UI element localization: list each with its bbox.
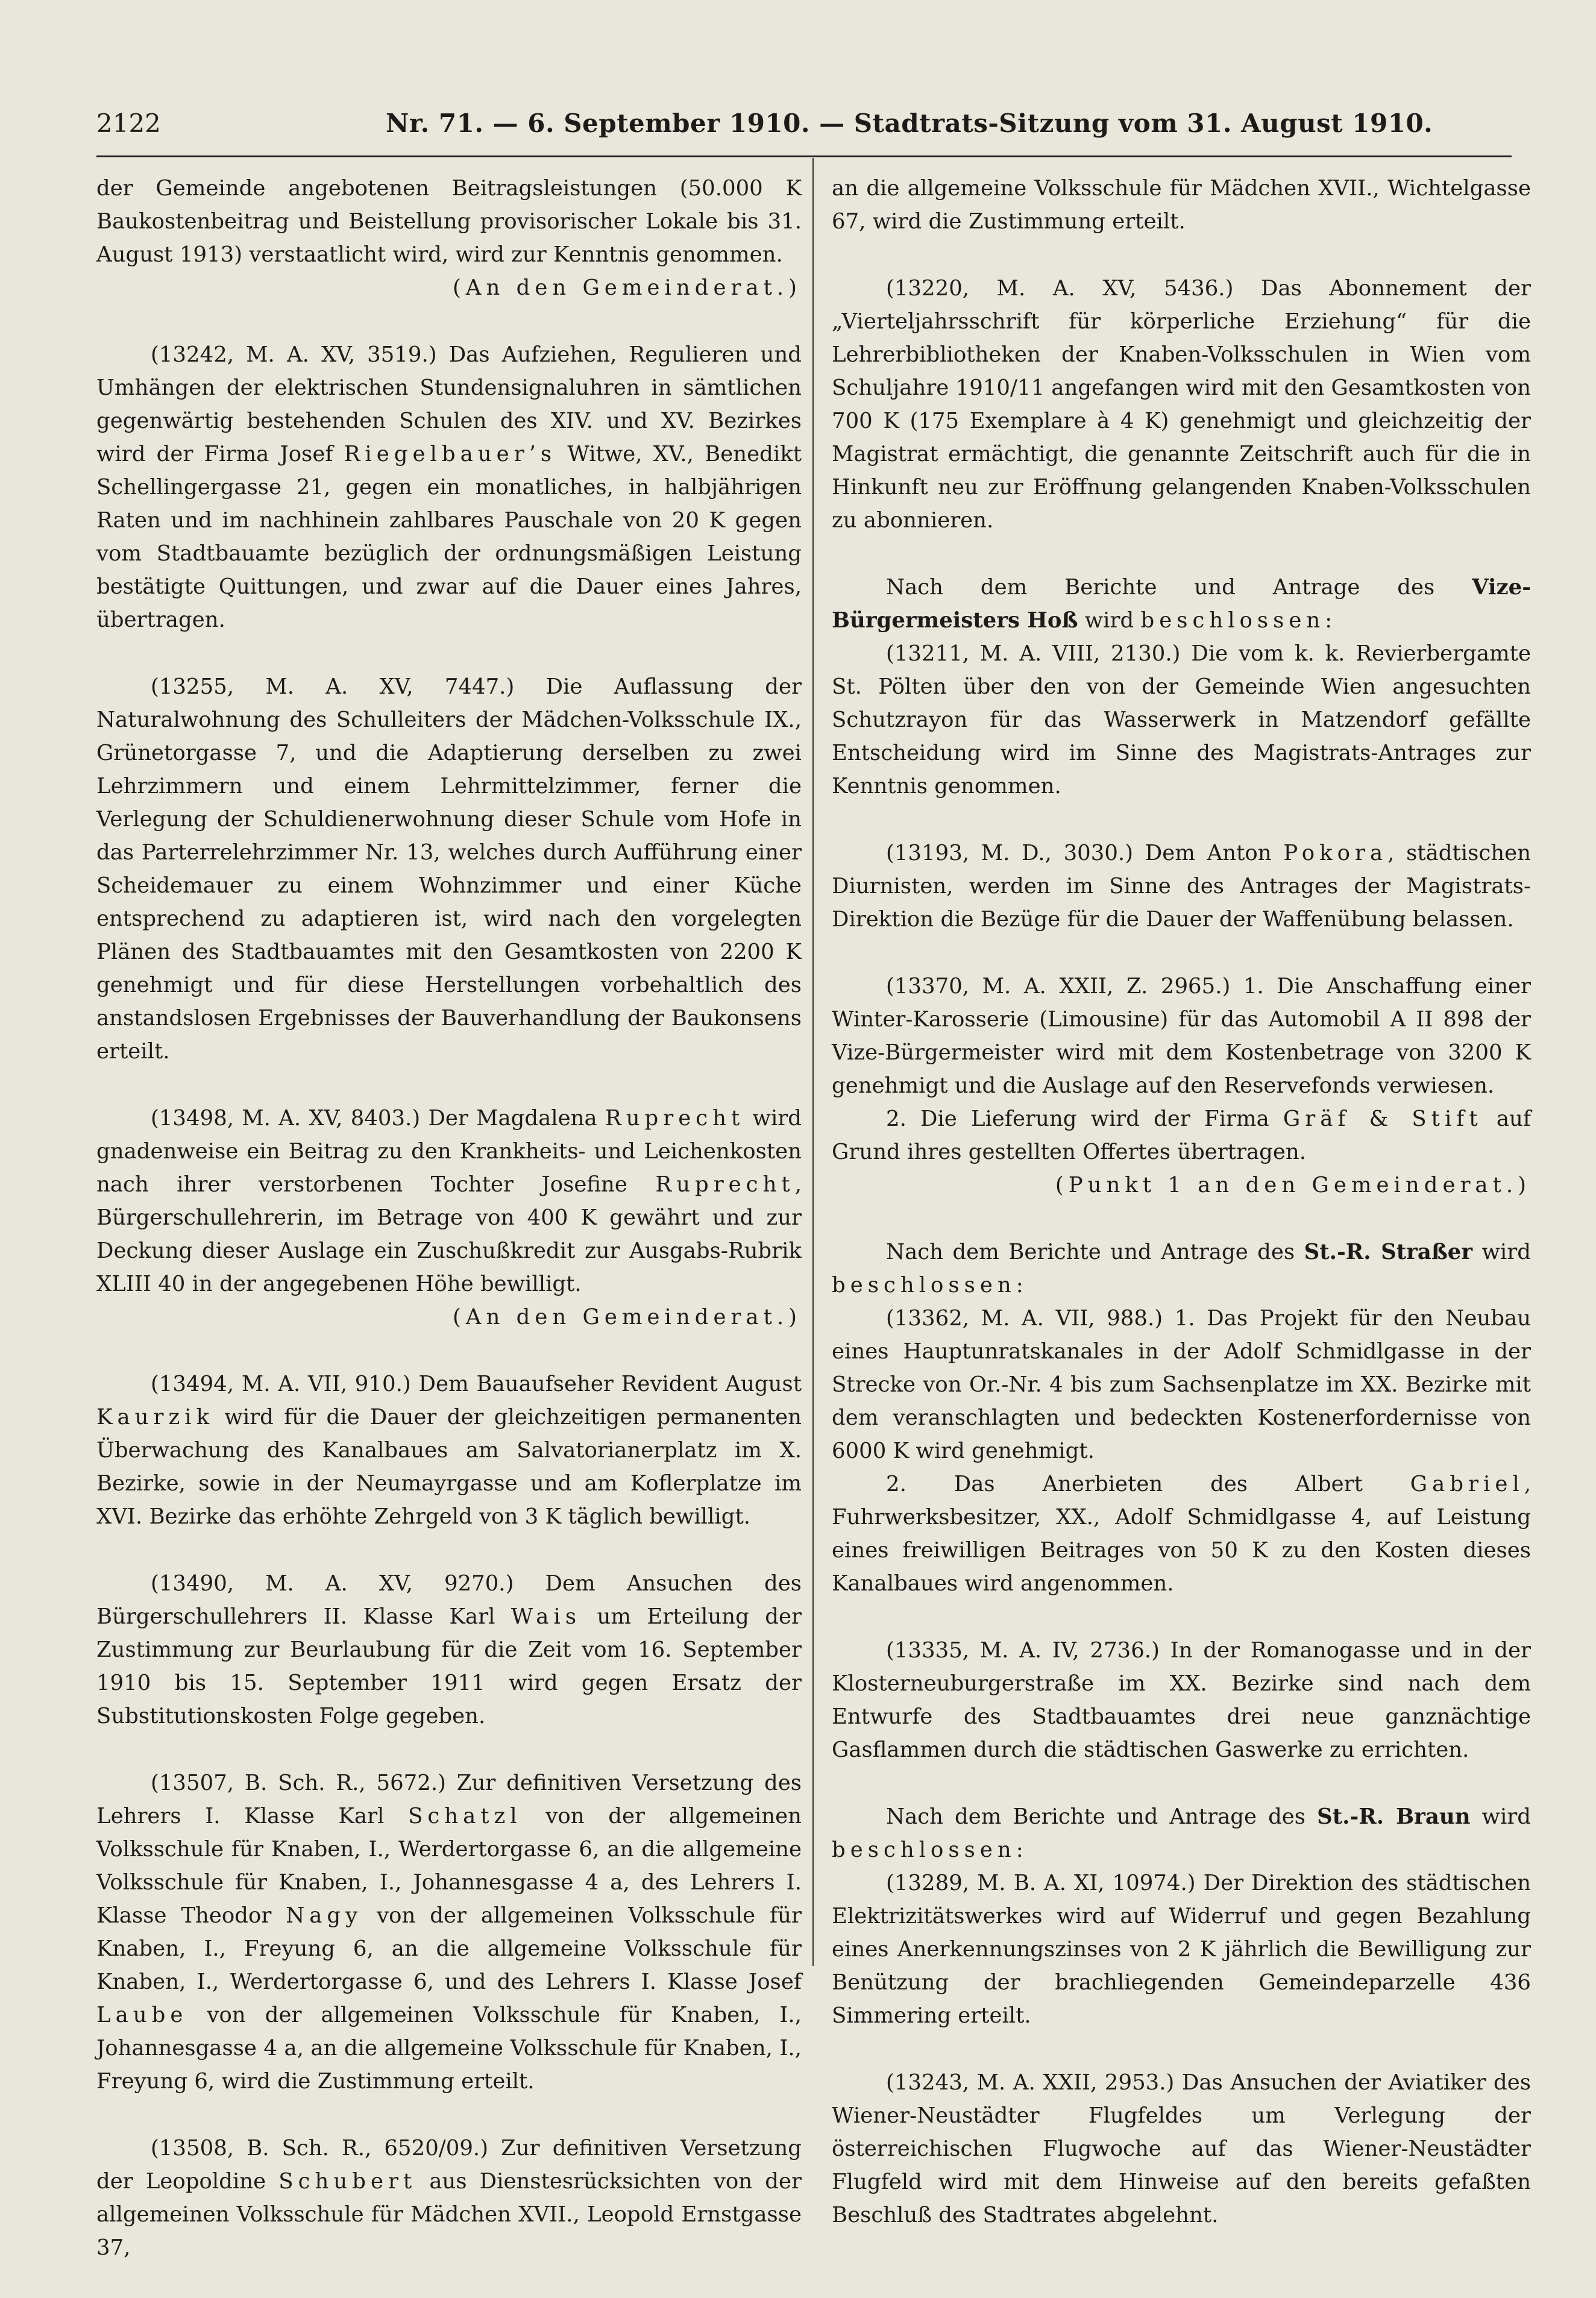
left-column xyxy=(96,172,802,2298)
referral-note: (An den Gemeinderat.) xyxy=(452,275,802,300)
paragraph: (13255, M. A. XV, 7447.) Die Auflassung der Naturalwohnung des Schulleiters der Mädchen-Volksschule IX., Grünetorgasse 7, und die Adaptierung derselben zu zwei Lehrzimmern und einem Lehrmittelzimmer, ferner die Verlegung der Schuldienerwohnung dieser Schule vom Hofe in das Parterrelehrzimmer Nr. 13, welches durch Aufführung einer Scheidemauer zu einem Wohnzimmer und einer Küche entsprechend zu adaptieren ist, wird nach den vorgelegten Plänen des Stadtbauamtes mit den Gesamtkosten von 2200 K genehmigt und für diese Herstellungen vorbehaltlich des anstandslosen Ergebnisses der Bauverhandlung der Baukonsens erteilt. xyxy=(96,674,802,1064)
paragraph: der Gemeinde angebotenen Beitragsleistungen (50.000 K Baukostenbeitrag und Beistellung provisorischer Lokale bis 31. August 1913) verstaatlicht wird, wird zur Kenntnis genommen. xyxy=(96,176,802,267)
referral-note: (An den Gemeinderat.) xyxy=(452,1305,802,1330)
page-header xyxy=(0,102,1596,145)
paragraph: (13490, M. A. XV, 9270.) Dem Ansuchen des Bürgerschullehrers II. Klasse Karl Wais um Erteilung der Zustimmung zur Beurlaubung für die Zeit vom 16. September 1910 bis 15. September 1911 wird gegen Ersatz der Substitutionskosten Folge gegeben. xyxy=(96,1571,802,1728)
paragraph: (13242, M. A. XV, 3519.) Das Aufziehen, Regulieren und Umhängen der elektrischen Stundensignaluhren in sämtlichen gegenwärtig bestehenden Schulen des XIV. und XV. Bezirkes wird der Firma Josef Riegelbauer’s Witwe, XV., Benedikt Schellingergasse 21, gegen ein monatliches, in halbjährigen Raten und im nachhinein zahlbares Pauschale von 20 K gegen vom Stadtbauamte bezüglich der ordnungsmäßigen Leistung bestätigte Quittungen, und zwar auf die Dauer eines Jahres, übertragen. xyxy=(96,342,802,632)
header-rule xyxy=(96,155,1512,157)
page-number: 2122 xyxy=(96,108,161,138)
referral-note: (Punkt 1 an den Gemeinderat.) xyxy=(1055,1173,1531,1198)
section-intro: Nach dem Berichte und Antrage des St.-R. Braun wird beschlossen: xyxy=(832,1804,1531,1862)
paragraph: (13335, M. A. IV, 2736.) In der Romanogasse und in der Klosterneuburgerstraße im XX. Bezirke sind nach dem Entwurfe des Stadtbauamtes drei neue ganznächtige Gasflammen durch die städtischen Gaswerke zu errichten. xyxy=(832,1638,1531,1762)
paragraph: (13362, M. A. VII, 988.) 1. Das Projekt für den Neubau eines Hauptunratskanales in der Adolf Schmidlgasse in der Strecke von Or.-Nr. 4 bis zum Sachsenplatze im XX. Bezirke mit dem veranschlagten und bedeckten Kostenerfordernisse von 6000 K wird genehmigt. xyxy=(832,1306,1531,1463)
paragraph: (13507, B. Sch. R., 5672.) Zur definitiven Versetzung des Lehrers I. Klasse Karl Schatzl von der allgemeinen Volksschule für Knaben, I., Werdertorgasse 6, an die allgemeine Volksschule für Knaben, I., Johannesgasse 4 a, des Lehrers I. Klasse Theodor Nagy von der allgemeinen Volksschule für Knaben, I., Freyung 6, an die allgemeine Volksschule für Knaben, I., Werdertorgasse 6, und des Lehrers I. Klasse Josef Laube von der allgemeinen Volksschule für Knaben, I., Johannesgasse 4 a, an die allgemeine Volksschule für Knaben, I., Freyung 6, wird die Zustimmung erteilt. xyxy=(96,1771,802,2094)
section-intro: Nach dem Berichte und Antrage des St.-R. Straßer wird beschlossen: xyxy=(832,1240,1531,1298)
paragraph: (13220, M. A. XV, 5436.) Das Abonnement der „Vierteljahrsschrift für körperliche Erziehung“ für die Lehrerbibliotheken der Knaben-Volksschulen in Wien vom Schuljahre 1910/11 angefangen wird mit den Gesamtkosten von 700 K (175 Exemplare à 4 K) genehmigt und gleichzeitig der Magistrat ermächtigt, die genannte Zeitschrift auch für die in Hinkunft neu zur Eröffnung gelangenden Knaben-Volksschulen zu abonnieren. xyxy=(832,276,1531,533)
paragraph: 2. Die Lieferung wird der Firma Gräf & Stift auf Grund ihres gestellten Offertes übertragen. xyxy=(832,1107,1531,1164)
column-divider xyxy=(812,158,814,1966)
paragraph: (13193, M. D., 3030.) Dem Anton Pokora, städtischen Diurnisten, werden im Sinne des Antrages der Magistrats-Direktion die Bezüge für die Dauer der Waffenübung belassen. xyxy=(832,841,1531,932)
paragraph: (13494, M. A. VII, 910.) Dem Bauaufseher Revident August Kaurzik wird für die Dauer der gleichzeitigen permanenten Überwachung des Kanalbaues am Salvatorianerplatz im X. Bezirke, sowie in der Neumayrgasse und am Koflerplatze im XVI. Bezirke das erhöhte Zehrgeld von 3 K täglich bewilligt. xyxy=(96,1372,802,1529)
paragraph: (13211, M. A. VIII, 2130.) Die vom k. k. Revierbergamte St. Pölten über den von der Gemeinde Wien angesuchten Schutzrayon für das Wasserwerk in Matzendorf gefällte Entscheidung wird im Sinne des Magistrats-Antrages zur Kenntnis genommen. xyxy=(832,641,1531,799)
paragraph: (13289, M. B. A. XI, 10974.) Der Direktion des städtischen Elektrizitätswerkes wird auf Widerruf und gegen Bezahlung eines Anerkennungszinses von 2 K jährlich die Bewilligung zur Benützung der brachliegenden Gemeindeparzelle 436 Simmering erteilt. xyxy=(832,1871,1531,2028)
paragraph: (13243, M. A. XXII, 2953.) Das Ansuchen der Aviatiker des Wiener-Neustädter Flugfeldes um Verlegung der österreichischen Flugwoche auf das Wiener-Neustädter Flugfeld wird mit dem Hinweise auf den bereits gefaßten Beschluß des Stadtrates abgelehnt. xyxy=(832,2070,1531,2227)
paragraph: (13498, M. A. XV, 8403.) Der Magdalena Ruprecht wird gnadenweise ein Beitrag zu den Krankheits- und Leichenkosten nach ihrer verstorbenen Tochter Josefine Ruprecht, Bürgerschullehrerin, im Betrage von 400 K gewährt und zur Deckung dieser Auslage ein Zuschußkredit zur Ausgabs-Rubrik XLIII 40 in der angegebenen Höhe bewilligt. xyxy=(96,1106,802,1296)
running-title: Nr. 71. — 6. September 1910. — Stadtrats-Sitzung vom 31. August 1910. xyxy=(386,108,1433,138)
paragraph: 2. Das Anerbieten des Albert Gabriel, Fuhrwerksbesitzer, XX., Adolf Schmidlgasse 4, auf Leistung eines freiwilligen Beitrages von 50 K zu den Kosten dieses Kanalbaues wird angenommen. xyxy=(832,1472,1531,1596)
section-intro: Nach dem Berichte und Antrage des Vize-Bürgermeisters Hoß wird beschlossen: xyxy=(832,575,1531,633)
paragraph: (13370, M. A. XXII, Z. 2965.) 1. Die Anschaffung einer Winter-Karosserie (Limousine) für das Automobil A II 898 der Vize-Bürgermeister wird mit dem Kostenbetrage von 3200 K genehmigt und die Auslage auf den Reservefonds verwiesen. xyxy=(832,974,1531,1098)
paragraph: an die allgemeine Volksschule für Mädchen XVII., Wichtelgasse 67, wird die Zustimmung erteilt. xyxy=(832,176,1531,234)
paragraph: (13508, B. Sch. R., 6520/09.) Zur definitiven Versetzung der Leopoldine Schubert aus Dienstesrücksichten von der allgemeinen Volksschule für Mädchen XVII., Leopold Ernstgasse 37, xyxy=(96,2136,802,2260)
right-column xyxy=(832,172,1531,2265)
